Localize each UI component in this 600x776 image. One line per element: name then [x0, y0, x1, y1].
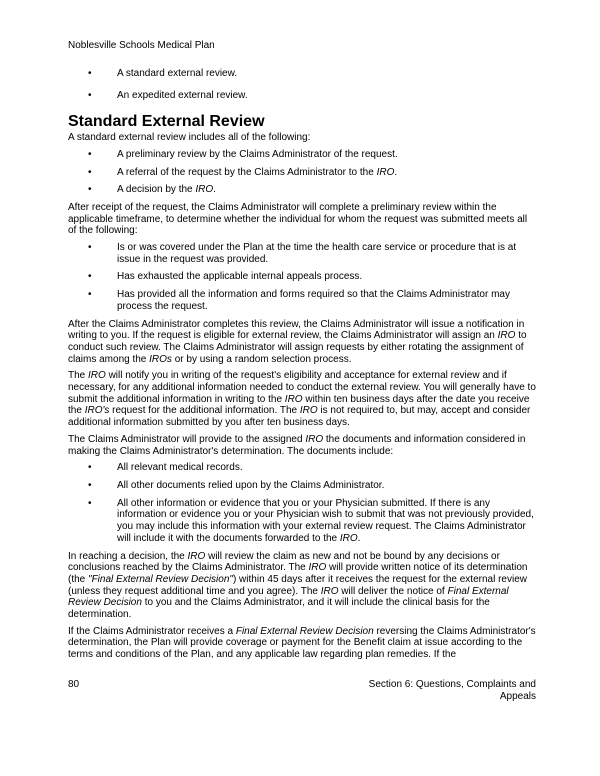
running-header: Noblesville Schools Medical Plan: [68, 40, 215, 51]
page-number: 80: [68, 679, 80, 690]
bullet-item: [68, 462, 536, 474]
section-heading: Standard External Review: [68, 113, 265, 131]
paragraph: The Claims Administrator will provide to the assigned IRO the documents and information considered in making the Claims Administrator's determination. The documents include:: [68, 433, 526, 457]
bullet-item: [68, 184, 536, 196]
bullet-marker: •: [88, 166, 92, 178]
bullet-item: [68, 480, 536, 492]
bullet-marker: •: [88, 67, 92, 79]
bullet-item: [68, 68, 536, 80]
paragraph: After the Claims Administrator completes this review, the Claims Administrator will issue a notification in writing to you. If the request is eligible for external review, the Claims Administrator will assign an IRO to conduct such review. The Claims Administrator will assign requests by either rotating the assignment of claims among the IROs or by using a random selection process.: [68, 318, 527, 365]
bullet-item: [68, 149, 536, 161]
bullet-marker: •: [88, 479, 92, 491]
bullet-text: All other information or evidence that you or your Physician submitted. If there is any information or evidence you or your Physician wish to submit that was not previously provided, you may include this information with your external review request. The Claims Administrator will include it with the documents forwarded to the IRO.: [117, 497, 534, 544]
bullet-item: [68, 271, 536, 283]
footer-section-title: Section 6: Questions, Complaints and Appeals: [368, 679, 536, 702]
bullet-text: A standard external review.: [117, 67, 238, 79]
bullet-text: Is or was covered under the Plan at the time the health care service or procedure that is at issue in the request was provided.: [117, 242, 517, 265]
bullet-text: A preliminary review by the Claims Administrator of the request.: [117, 148, 398, 160]
bullet-item: [68, 90, 536, 102]
bullet-item: [68, 167, 536, 179]
paragraph: After receipt of the request, the Claims Administrator will complete a preliminary review within the applicable timeframe, to determine whether the individual for whom the request was submitted meets all of the following:: [68, 201, 528, 237]
paragraph: A standard external review includes all of the following:: [68, 132, 311, 144]
bullet-text: An expedited external review.: [117, 90, 248, 102]
bullet-text: Has exhausted the applicable internal appeals process.: [117, 271, 363, 283]
bullet-marker: •: [88, 148, 92, 160]
bullet-marker: •: [88, 242, 92, 254]
bullet-marker: •: [88, 497, 92, 509]
bullet-item: [68, 242, 536, 265]
page-footer: [68, 679, 536, 702]
bullet-item: [68, 498, 536, 545]
bullet-item: [68, 289, 536, 312]
bullet-marker: •: [88, 289, 92, 301]
bullet-text: All other documents relied upon by the Claims Administrator.: [117, 479, 385, 491]
bullet-marker: •: [88, 462, 92, 474]
bullet-text: All relevant medical records.: [117, 462, 243, 474]
paragraph: In reaching a decision, the IRO will review the claim as new and not be bound by any decisions or conclusions reached by the Claims Administrator. The IRO will provide written notice of its determination (the "Final External Review Decision") within 45 days after it receives the request for the external review (unless they request additional time and you agree). The IRO will deliver the notice of Final External Review Decision to you and the Claims Administrator, and it will include the clinical basis for the determination.: [68, 550, 528, 621]
paragraph: If the Claims Administrator receives a Final External Review Decision reversing the Claims Administrator's determination, the Plan will provide coverage or payment for the Benefit claim at issue according to the terms and conditions of the Plan, and any applicable law regarding plan remedies. If the: [68, 625, 536, 661]
bullet-text: A decision by the IRO.: [117, 184, 216, 196]
bullet-marker: •: [88, 184, 92, 196]
bullet-marker: •: [88, 90, 92, 102]
bullet-text: Has provided all the information and forms required so that the Claims Administrator may process the request.: [117, 289, 510, 312]
paragraph: The IRO will notify you in writing of the request's eligibility and acceptance for external review and if necessary, for any additional information needed to conduct the external review. You will generally have to submit the additional information in writing to the IRO within ten business days after the date you receive the IRO's request for the additional information. The IRO is not required to, but may, accept and consider additional information submitted by you after ten business days.: [68, 370, 536, 429]
bullet-marker: •: [88, 271, 92, 283]
bullet-text: A referral of the request by the Claims Administrator to the IRO.: [117, 166, 398, 178]
